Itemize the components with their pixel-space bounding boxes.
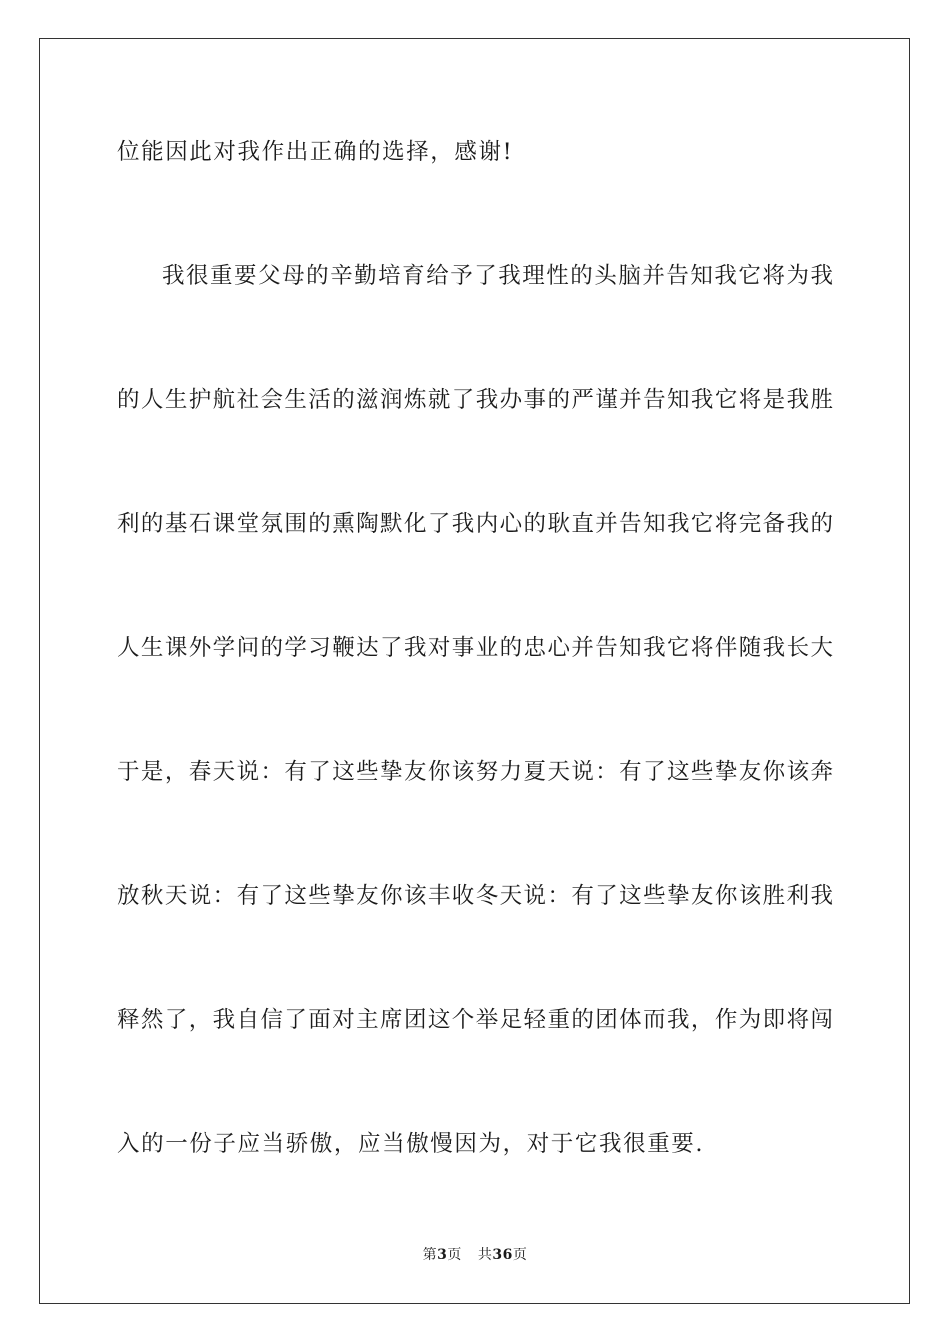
page-prefix: 第 — [422, 1247, 438, 1263]
total-suffix: 页 — [512, 1247, 528, 1263]
total-prefix: 共 — [477, 1247, 493, 1263]
total-pages-number: 36 — [492, 1247, 513, 1263]
text-line-7: 放秋天说：有了这些挚友你该丰收冬天说：有了这些挚友你该胜利我 — [117, 883, 833, 909]
text-line-4: 利的基石课堂氛围的熏陶默化了我内心的耿直并告知我它将完备我的 — [117, 511, 833, 537]
text-line-6: 于是，春天说：有了这些挚友你该努力夏天说：有了这些挚友你该奔 — [117, 759, 833, 785]
current-page-number: 3 — [437, 1247, 448, 1263]
text-line-1: 位能因此对我作出正确的选择，感谢! — [117, 139, 514, 165]
text-line-3: 的人生护航社会生活的滋润炼就了我办事的严谨并告知我它将是我胜 — [117, 387, 833, 413]
text-line-5: 人生课外学问的学习鞭达了我对事业的忠心并告知我它将伴随我长大 — [117, 635, 833, 661]
page-border — [39, 38, 910, 1304]
text-line-2: 我很重要父母的辛勤培育给予了我理性的头脑并告知我它将为我 — [162, 263, 833, 289]
page-footer — [0, 1245, 950, 1265]
text-line-8: 释然了，我自信了面对主席团这个举足轻重的团体而我，作为即将闯 — [117, 1007, 833, 1033]
text-line-9: 入的一份子应当骄傲，应当傲慢因为，对于它我很重要. — [117, 1131, 705, 1157]
page-suffix: 页 — [447, 1247, 462, 1263]
